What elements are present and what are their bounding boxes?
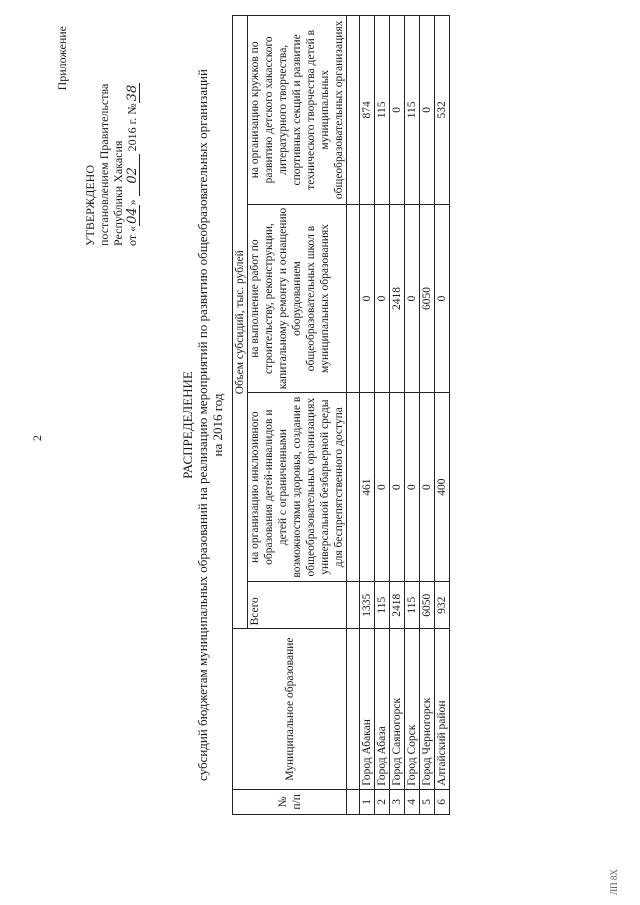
row-a: 0 bbox=[375, 393, 390, 582]
approved-label: УТВЕРЖДЕНО bbox=[83, 164, 97, 246]
row-no: 5 bbox=[420, 789, 435, 814]
handwritten-day: 04 bbox=[125, 207, 140, 224]
distribution-table bbox=[232, 15, 450, 815]
approval-line-1: постановлением Правительства bbox=[97, 83, 111, 246]
row-total: 932 bbox=[435, 581, 450, 628]
row-c: 874 bbox=[360, 16, 375, 205]
header-col-a: на организацию инклюзивного образования детей-инвалидов и детей с ограниченными возможностями здоровья, создание в общеобразовательных организациях универсальной безбарьерной среды для беспрепятственного доступа bbox=[248, 393, 347, 582]
approval-block bbox=[55, 26, 140, 246]
header-col-c: на организацию кружков по развитию детского хакасского литературного творчества, спортивных секций и развитие технического творчества детей в муниципальных общеобразовательных организациях bbox=[248, 16, 347, 205]
row-no: 1 bbox=[360, 789, 375, 814]
date-mid: » bbox=[125, 199, 139, 206]
row-name: Город Черногорск bbox=[420, 629, 435, 789]
approval-date bbox=[125, 26, 140, 246]
row-b: 0 bbox=[375, 204, 390, 393]
row-name: Город Абаза bbox=[375, 629, 390, 789]
row-total: 115 bbox=[405, 581, 420, 628]
header-volume: Объем субсидий, тыс. рублей bbox=[233, 16, 248, 629]
table-row bbox=[435, 16, 450, 815]
row-no: 2 bbox=[375, 789, 390, 814]
date-prefix: от « bbox=[125, 225, 139, 246]
row-no: 4 bbox=[405, 789, 420, 814]
row-a: 0 bbox=[390, 393, 405, 582]
header-no: № п/п bbox=[233, 789, 347, 814]
row-name: Город Абакан bbox=[360, 629, 375, 789]
row-c: 0 bbox=[420, 16, 435, 205]
row-name: Город Саяногорск bbox=[390, 629, 405, 789]
table-row bbox=[405, 16, 420, 815]
archive-stamp: ЛП 8Х bbox=[609, 869, 619, 895]
header-col-b: на выполнение работ по строительству, реконструкции, капитальному ремонту и оснащению оборудованием общеобразовательных школ в муниципальных образованиях bbox=[248, 204, 347, 393]
row-a: 400 bbox=[435, 393, 450, 582]
row-total: 115 bbox=[375, 581, 390, 628]
row-a: 0 bbox=[420, 393, 435, 582]
row-no: 6 bbox=[435, 789, 450, 814]
row-name: Алтайский район bbox=[435, 629, 450, 789]
row-b: 0 bbox=[435, 204, 450, 393]
header-total: Всего bbox=[248, 581, 347, 628]
row-name: Город Сорск bbox=[405, 629, 420, 789]
title-line-2: субсидий бюджетам муниципальных образований на реализацию мероприятий по развитию общеобразовательных организаций bbox=[195, 69, 210, 781]
spacer-row bbox=[347, 16, 360, 815]
row-b: 0 bbox=[360, 204, 375, 393]
row-b: 2418 bbox=[390, 204, 405, 393]
row-a: 0 bbox=[405, 393, 420, 582]
table-row bbox=[420, 16, 435, 815]
row-total: 6050 bbox=[420, 581, 435, 628]
row-a: 461 bbox=[360, 393, 375, 582]
row-c: 532 bbox=[435, 16, 450, 205]
table-row bbox=[390, 16, 405, 815]
title-line-1: РАСПРЕДЕЛЕНИЕ bbox=[180, 371, 195, 479]
row-b: 0 bbox=[405, 204, 420, 393]
row-total: 1335 bbox=[360, 581, 375, 628]
row-c: 0 bbox=[390, 16, 405, 205]
date-year: 2016 г. № bbox=[125, 103, 139, 152]
row-c: 115 bbox=[405, 16, 420, 205]
appendix-heading: Приложение bbox=[55, 26, 69, 91]
row-c: 115 bbox=[375, 16, 390, 205]
handwritten-month: 02 bbox=[127, 154, 140, 196]
table-row bbox=[375, 16, 390, 815]
document-title bbox=[180, 5, 225, 845]
table-row bbox=[360, 16, 375, 815]
header-municipality: Муниципальное образование bbox=[233, 629, 347, 789]
approval-line-2: Республики Хакасия bbox=[111, 140, 125, 246]
page-number: 2 bbox=[30, 435, 44, 441]
row-no: 3 bbox=[390, 789, 405, 814]
title-line-3: на 2016 год bbox=[210, 393, 225, 457]
row-total: 2418 bbox=[390, 581, 405, 628]
row-b: 6050 bbox=[420, 204, 435, 393]
handwritten-number: 38 bbox=[125, 84, 140, 102]
